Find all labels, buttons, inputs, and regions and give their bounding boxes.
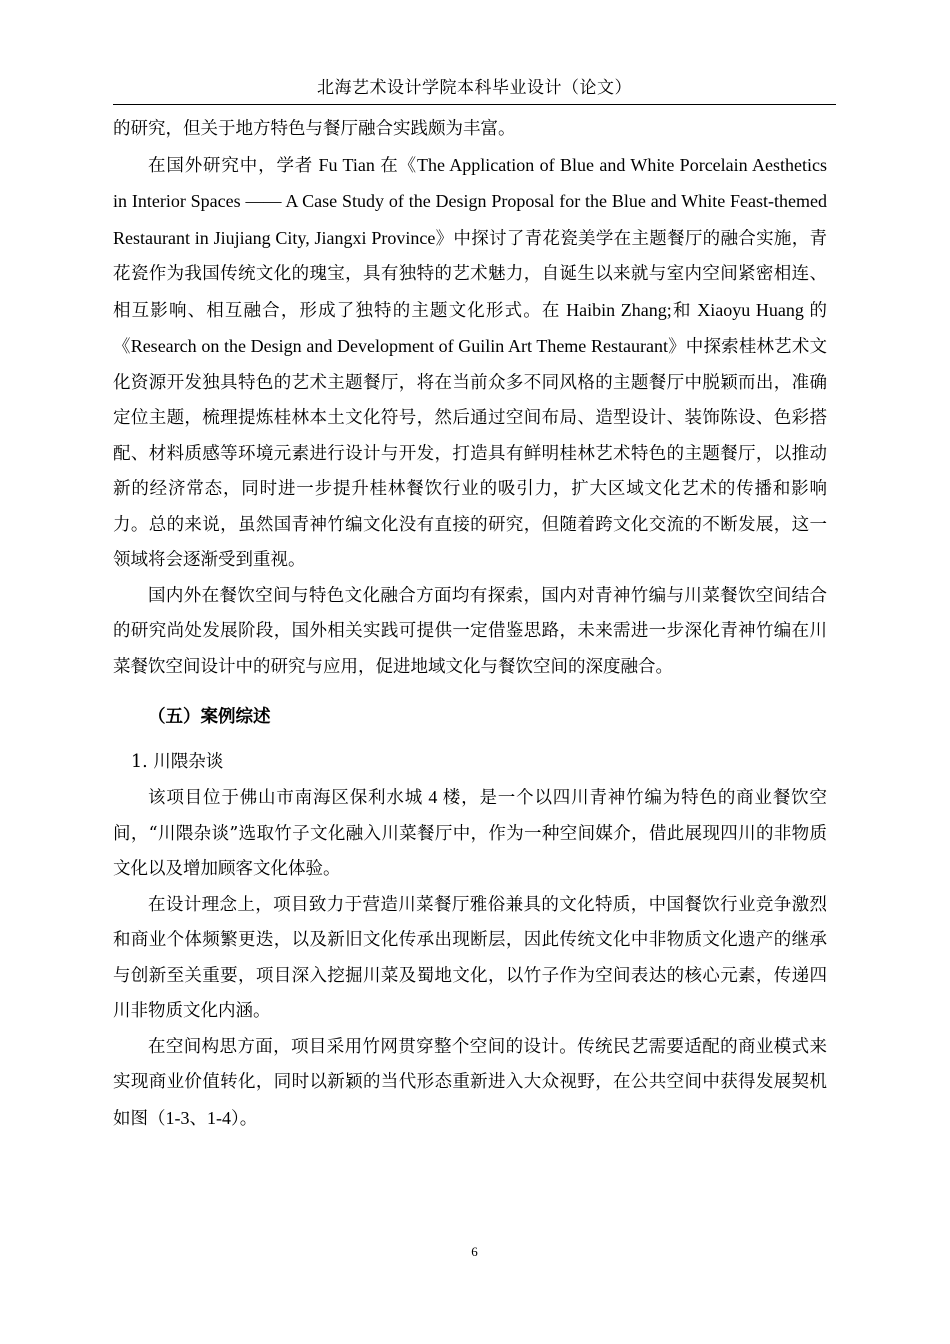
section-heading: （五）案例综述 (148, 707, 271, 727)
text-run: 和 (671, 300, 692, 321)
text-run: 在《 (380, 155, 417, 176)
cited-title: Research on the Design and Development of Guilin Art Theme Restaurant (130, 336, 668, 356)
figure-reference: 1-4 (207, 1107, 231, 1128)
page-number: 6 (471, 1244, 478, 1259)
floor-number: 4 (423, 787, 443, 807)
document-body (113, 112, 827, 1137)
paragraph-foreign-research (113, 148, 827, 579)
author-name: Fu Tian (313, 154, 381, 175)
text-run: 该项目位于佛山市南海区保利水城 (148, 788, 424, 808)
subsection-heading: 1. 川隈杂谈 (131, 752, 224, 772)
paragraph-continuation: 的研究，但关于地方特色与餐厅融合实践颇为丰富。 (113, 119, 516, 139)
author-name: Haibin Zhang; (560, 299, 672, 320)
text-run: 》中探索桂林艺术文化资源开发独具特色的艺术主题餐厅，将在当前众多不同风格的主题餐厅中脱颖而出，准确定位主题，梳理提炼桂林本土文化符号，然后通过空间布局、造型设计、装饰陈设、色彩搭配、材料质感等环境元素进行设计与开发，打造具有鲜明桂林艺术特色的主题餐厅，以推动新的经济常态，同时进一步提升桂林餐饮行业的吸引力，扩大区域文化艺术的传播和影响力。总的来说，虽然国青神竹编文化没有直接的研究，但随着跨文化交流的不断发展，这一领域将会逐渐受到重视。 (113, 337, 828, 570)
paragraph-project-intro (113, 780, 827, 888)
text-run: 在国外研究中，学者 (148, 155, 314, 176)
paragraph-spatial-concept (113, 1030, 827, 1138)
paragraph-summary: 国内外在餐饮空间与特色文化融合方面均有探索，国内对青神竹编与川菜餐饮空间结合的研究尚处发展阶段，国外相关实践可提供一定借鉴思路，未来需进一步深化青神竹编在川菜餐饮空间设计中的研究与应用，促进地域文化与餐饮空间的深度融合。 (113, 585, 827, 677)
figure-reference: 1-3 (165, 1107, 190, 1128)
header-divider (113, 104, 836, 105)
text-run: 》中探讨了青花瓷美学在主题餐厅的融合实施，青花瓷作为我国传统文化的瑰宝，具有独特的艺术魅力，自诞生以来就与室内空间紧密相连、相互影响、相互融合，形成了独特的主题文化形式。在 (113, 228, 827, 321)
text-run: 楼，是一个以四川青神竹编为特色的商业餐饮空间，“川隈杂谈”选取竹子文化融入川菜餐厅中，作为一种空间媒介，借此展现四川的非物质文化以及增加顾客文化体验。 (113, 788, 828, 879)
paragraph-design-concept: 在设计理念上，项目致力于营造川菜餐厅雅俗兼具的文化特质，中国餐饮行业竞争激烈和商业个体频繁更迭，以及新旧文化传承出现断层，因此传统文化中非物质文化遗产的继承与创新至关重要，项目深入挖掘川菜及蜀地文化，以竹子作为空间表达的核心元素，传递四川非物质文化内涵。 (113, 894, 827, 1021)
page-header-title: 北海艺术设计学院本科毕业设计（论文） (317, 78, 632, 98)
author-name: Xiaoyu Huang (691, 299, 810, 320)
cited-title: The Application of Blue and White Porcelain Aesthetics in Interior Spaces —— A Case Study of the Design Proposal for the Blue and White Feast-themed Restaurant in Jiujiang City, Jiangxi Province (113, 154, 827, 248)
text-run: ）。 (231, 1108, 258, 1129)
text-run: 、 (189, 1108, 207, 1129)
text-run: 在空间构思方面，项目采用竹网贯穿整个空间的设计。传统民艺需要适配的商业模式来实现商业价值转化，同时以新颖的当代形态重新进入大众视野，在公共空间中获得发展契机如图（ (113, 1036, 827, 1129)
text-run: 的《 (113, 300, 828, 357)
